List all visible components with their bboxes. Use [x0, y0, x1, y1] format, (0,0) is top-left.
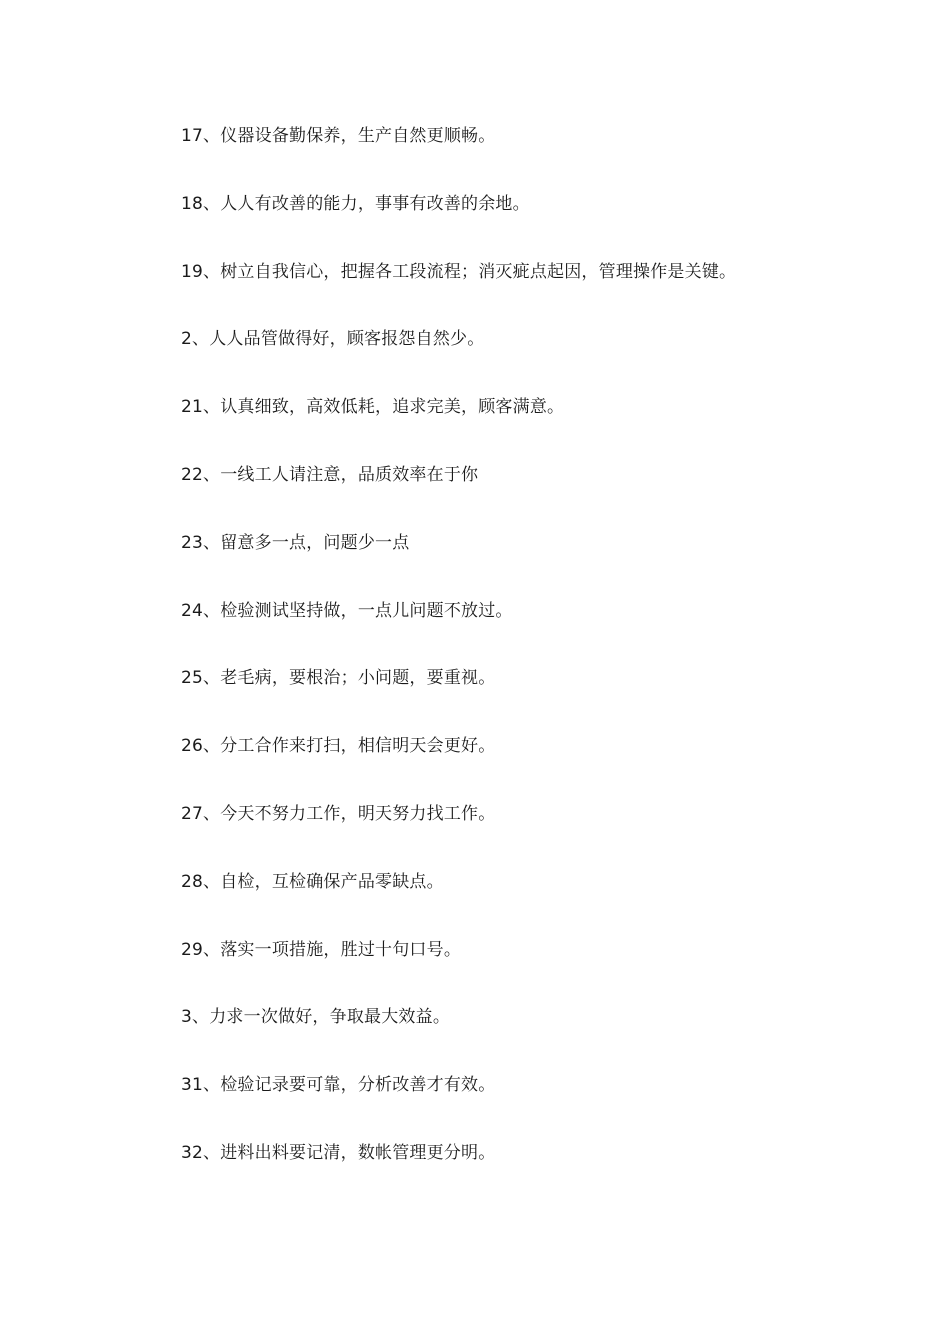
list-item: 23、留意多一点，问题少一点 — [181, 532, 410, 553]
list-item: 24、检验测试坚持做，一点儿问题不放过。 — [181, 600, 513, 621]
list-item: 19、树立自我信心，把握各工段流程；消灭疵点起因，管理操作是关键。 — [181, 261, 737, 282]
list-item: 27、今天不努力工作，明天努力找工作。 — [181, 803, 496, 824]
slogan-list — [181, 122, 881, 1207]
list-item: 26、分工合作来打扫，相信明天会更好。 — [181, 736, 496, 757]
list-item: 31、检验记录要可靠，分析改善才有效。 — [181, 1075, 496, 1096]
list-item: 32、进料出料要记清，数帐管理更分明。 — [181, 1142, 496, 1163]
list-item: 21、认真细致，高效低耗，追求完美，顾客满意。 — [181, 397, 565, 418]
list-item: 25、老毛病，要根治；小问题，要重视。 — [181, 668, 496, 689]
list-item: 22、一线工人请注意，品质效率在于你 — [181, 464, 479, 485]
list-item: 3、力求一次做好，争取最大效益。 — [181, 1007, 451, 1028]
list-item: 28、自检，互检确保产品零缺点。 — [181, 871, 444, 892]
list-item: 2、人人品管做得好，顾客报怨自然少。 — [181, 329, 485, 350]
list-item: 18、人人有改善的能力，事事有改善的余地。 — [181, 193, 530, 214]
list-item: 17、仪器设备勤保养，生产自然更顺畅。 — [181, 126, 496, 146]
list-item: 29、落实一项措施，胜过十句口号。 — [181, 939, 462, 960]
